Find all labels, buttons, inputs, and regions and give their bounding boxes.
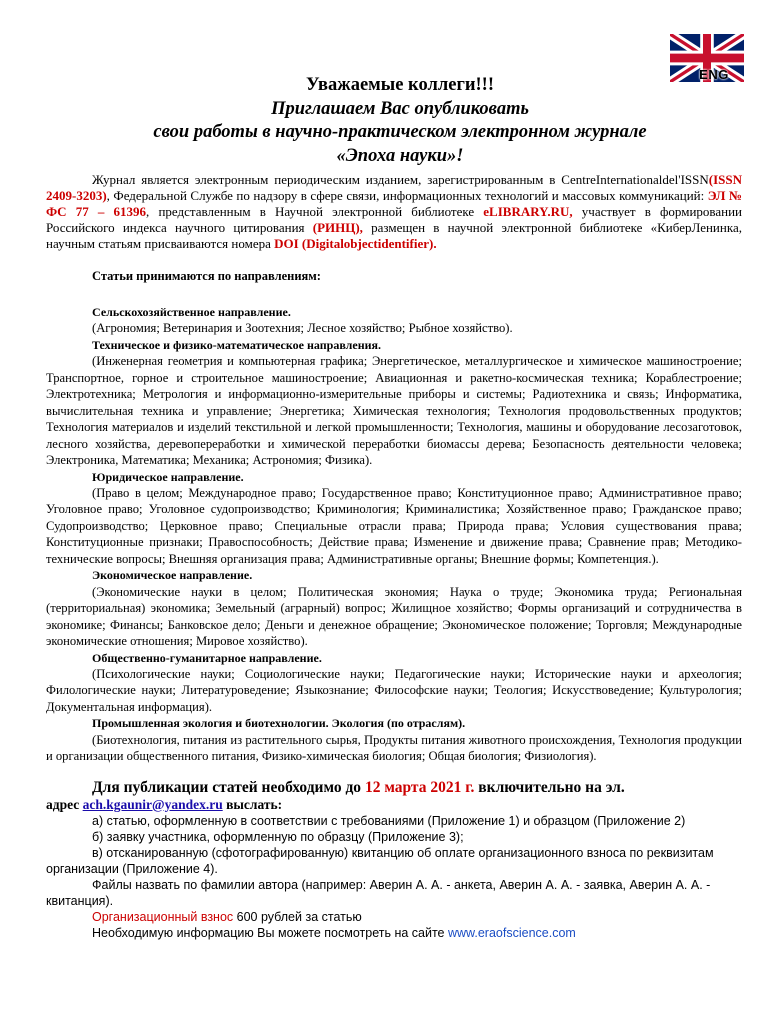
direction-title: Промышленная экология и биотехнологии. Экология (по отраслям). [92,716,466,731]
publication-heading-text: Для публикации статей необходимо до [92,778,365,796]
issn-number: (ISSN 2409-3203) [46,172,742,203]
registration-number: ЭЛ № ФС 77 – 61396 [46,188,743,219]
requirement-item: в) отсканированную (сфотографированную) квитанцию об оплате организационного взноса по реквизитам организации (Приложение 4). [46,845,714,876]
address-suffix: выслать: [222,796,283,812]
language-switch-eng[interactable]: ENG [699,67,729,82]
deadline-date: 12 марта 2021 г. [364,778,475,796]
direction-title: Сельскохозяйственное направление. [92,305,291,319]
direction-text: (Инженерная геометрия и компьютерная графика; Энергетическое, металлургическое и химическое машиностроение; Транспортное, горное и строительное машиностроение; Авиационная и ракетно-космическая техника; Кораблестроение; Электротехника; Метрология и информационно-измерительные приборы и системы; Радиотехника и связь; Информатика, вычислительная техника и управление; Энергетика; Химическая технология; Технология продовольственных продуктов; Технология материалов и изделий текстильной и легкой промышленности; Технология, машины и оборудование лесозаготовок, лесного хозяйства, деревопереработки и химической переработки биомассы дерева; Безопасность деятельности человека; Электроника, Математика; Механика; Астрономия; Физика). [46,354,742,468]
invite-line: Приглашаем Вас опубликовать [271,98,529,119]
site-link[interactable]: www.eraofscience.com [447,925,576,940]
greeting: Уважаемые коллеги!!! [306,75,494,95]
directions-list [46,304,742,765]
doi-name: DOI (Digitalobjectidentifier). [274,236,437,251]
directions-heading: Статьи принимаются по направлениям: [92,269,321,283]
intro-paragraph [46,172,742,252]
publication-heading-text-end: включительно на эл. [474,778,625,796]
intro-text-3: , представленным в Научной электронной библиотеке [146,204,484,219]
intro-text-4: участвует в формировании Российского индекса научного цитирования [46,204,743,235]
invite-journal-line: свои работы в научно-практическом электронном журнале [153,122,647,142]
direction-text: (Право в целом; Международное право; Государственное право; Конституционное право; Административное право; Уголовное право; Уголовное судопроизводство; Криминология; Криминалистика; Хозяйственное право; Гражданское право; Судопроизводство; Церковное право; Специальные отрасли права; Природа права; Условия существования права; Конституционные признаки; Правоспособность; Действие права; Изменение и движение права; Сравнение прав; Методико-технические вопросы; Внешняя организация права; Административные органы; Внешние формы; Компетенция.). [46,485,742,566]
fee-value: 600 рублей за статью [233,909,362,924]
direction-text: (Экономические науки в целом; Политическая экономия; Наука о труде; Экономика труда; Региональная (территориальная) экономика; Земельный (аграрный) вопрос; Жилищное хозяйство; Формы организаций и сотрудничества в экономике; Финансы; Банковское дело; Деньги и денежное обращение; Экономическое положение; Торговля; Международные экономические отношения; Мировое хозяйство). [46,584,742,649]
fee-label: Организационный взнос [92,909,234,924]
document-body [46,172,742,941]
elibrary-name: eLIBRARY.RU, [483,204,573,219]
fee-line [46,909,742,925]
requirement-item: б) заявку участника, оформленную по образцу (Приложение 3); [92,829,464,844]
intro-text-2: , Федеральной Службе по надзору в сфере связи, информационных технологий и массовых коммуникаций: [106,188,708,203]
page-header [110,74,690,168]
direction-title: Юридическое направление. [92,469,244,484]
journal-name: «Эпоха науки»! [336,145,464,166]
site-info-text: Необходимую информацию Вы можете посмотреть на сайте [92,925,448,940]
intro-text-1: Журнал является электронным периодическим изданием, зарегистрированным в CentreInternationaldel'ISSN [92,172,709,187]
direction-title: Техническое и физико-математическое направления. [92,337,382,352]
rinc-name: (РИНЦ), [312,220,363,235]
direction-text: (Психологические науки; Социологические науки; Педагогические науки; Исторические науки и археология; Филологические науки; Литературоведение; Языкознание; Философские науки; Теология; Искусствоведение; Культурология; Документальная информация). [46,666,742,714]
publication-heading [46,779,742,797]
intro-text-5: размещен в научной электронной библиотеке «КиберЛенинка, научным статьям присваиваются номера [46,220,742,251]
site-line [46,925,742,941]
direction-text: (Агрономия; Ветеринария и Зоотехния; Лесное хозяйство; Рыбное хозяйство). [92,321,513,336]
direction-text: (Биотехнология, питания из растительного сырья, Продукты питания животного происхождения, Технология продукции и организации общественного питания, Физико-химическая биология; Общая биология; Физиология). [46,732,742,764]
email-line [46,797,742,813]
files-note: Файлы назвать по фамилии автора (например: Аверин А. А. - анкета, Аверин А. А. - заявка, Аверин А. А. - квитанция). [46,877,711,908]
direction-title: Общественно-гуманитарное направление. [92,650,322,665]
requirement-item: а) статью, оформленную в соответствии с требованиями (Приложение 1) и образцом (Приложение 2) [92,813,686,828]
requirements-list [46,813,742,941]
direction-title: Экономическое направление. [92,568,253,583]
address-prefix: адрес [46,796,83,812]
email-link[interactable]: ach.kgaunir@yandex.ru [82,796,223,812]
